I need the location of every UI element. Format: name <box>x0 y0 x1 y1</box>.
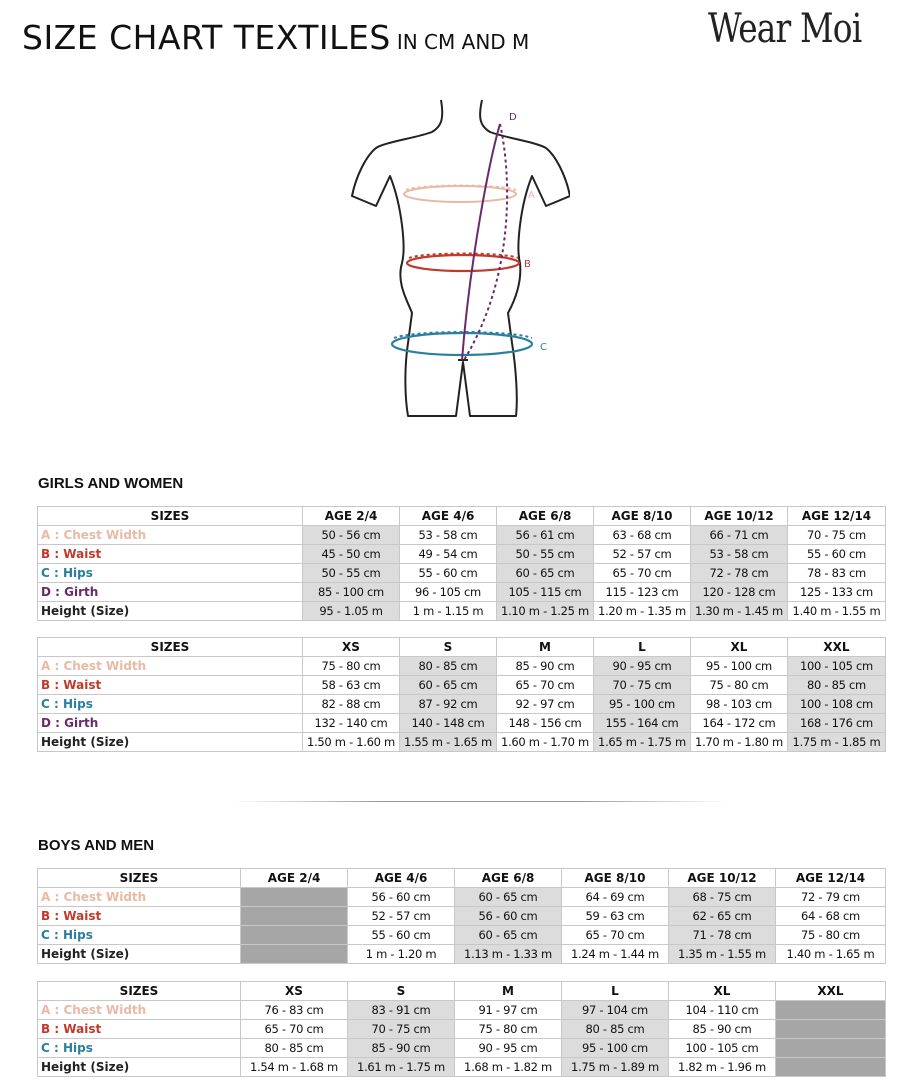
table-cell: 72 - 79 cm <box>776 888 886 907</box>
boys-size-table <box>37 981 886 1077</box>
table-row <box>38 1039 886 1058</box>
section-title-boys: BOYS AND MEN <box>38 837 155 854</box>
table-cell: 1.70 m - 1.80 m <box>691 733 788 752</box>
row-label-chest-width: A : Chest Width <box>38 657 303 676</box>
table-cell: 65 - 70 cm <box>594 564 691 583</box>
table-cell: 87 - 92 cm <box>400 695 497 714</box>
table-cell: 70 - 75 cm <box>594 676 691 695</box>
table-cell: 100 - 105 cm <box>669 1039 776 1058</box>
measure-a-line <box>404 186 516 202</box>
table-cell: 75 - 80 cm <box>776 926 886 945</box>
table-cell: 1.40 m - 1.65 m <box>776 945 886 964</box>
table-cell: 78 - 83 cm <box>788 564 886 583</box>
table-cell: 70 - 75 cm <box>348 1020 455 1039</box>
table-cell: 155 - 164 cm <box>594 714 691 733</box>
row-label-chest-width: A : Chest Width <box>38 526 303 545</box>
table-cell: 80 - 85 cm <box>788 676 886 695</box>
label-a: A <box>528 190 535 201</box>
row-label-waist: B : Waist <box>38 907 241 926</box>
header-cell: XL <box>669 982 776 1001</box>
row-label-waist: B : Waist <box>38 545 303 564</box>
table-cell: 53 - 58 cm <box>691 545 788 564</box>
measure-d-line <box>462 124 500 360</box>
table-row <box>38 888 886 907</box>
unavailable-cell <box>241 907 348 926</box>
table-cell: 1 m - 1.20 m <box>348 945 455 964</box>
row-label-height: Height (Size) <box>38 945 241 964</box>
table-header-row <box>38 507 886 526</box>
label-c: C <box>540 342 547 353</box>
header-cell: AGE 8/10 <box>594 507 691 526</box>
header-cell: L <box>594 638 691 657</box>
table-cell: 80 - 85 cm <box>400 657 497 676</box>
header-cell: AGE 12/14 <box>788 507 886 526</box>
table-cell: 105 - 115 cm <box>497 583 594 602</box>
table-cell: 95 - 100 cm <box>562 1039 669 1058</box>
table-cell: 1.50 m - 1.60 m <box>303 733 400 752</box>
unavailable-cell <box>776 1020 886 1039</box>
unavailable-cell <box>241 888 348 907</box>
unavailable-cell <box>776 1058 886 1077</box>
table-cell: 75 - 80 cm <box>455 1020 562 1039</box>
row-label-height: Height (Size) <box>38 733 303 752</box>
table-cell: 50 - 56 cm <box>303 526 400 545</box>
row-label-hips: C : Hips <box>38 1039 241 1058</box>
table-cell: 49 - 54 cm <box>400 545 497 564</box>
table-row <box>38 907 886 926</box>
table-cell: 70 - 75 cm <box>788 526 886 545</box>
measure-d-back <box>464 124 507 360</box>
boys-age-table <box>37 868 886 964</box>
table-cell: 98 - 103 cm <box>691 695 788 714</box>
table-cell: 140 - 148 cm <box>400 714 497 733</box>
table-cell: 64 - 69 cm <box>562 888 669 907</box>
table-cell: 1.54 m - 1.68 m <box>241 1058 348 1077</box>
table-cell: 1.61 m - 1.75 m <box>348 1058 455 1077</box>
row-label-hips: C : Hips <box>38 695 303 714</box>
table-cell: 1.65 m - 1.75 m <box>594 733 691 752</box>
table-row <box>38 676 886 695</box>
header-cell: AGE 4/6 <box>348 869 455 888</box>
unavailable-cell <box>776 1001 886 1020</box>
table-cell: 80 - 85 cm <box>241 1039 348 1058</box>
table-row <box>38 733 886 752</box>
table-cell: 71 - 78 cm <box>669 926 776 945</box>
row-label-waist: B : Waist <box>38 1020 241 1039</box>
label-d: D <box>509 112 517 123</box>
header-cell: XXL <box>788 638 886 657</box>
row-label-height: Height (Size) <box>38 602 303 621</box>
table-cell: 75 - 80 cm <box>303 657 400 676</box>
table-cell: 68 - 75 cm <box>669 888 776 907</box>
row-label-chest-width: A : Chest Width <box>38 888 241 907</box>
table-cell: 65 - 70 cm <box>562 926 669 945</box>
table-cell: 75 - 80 cm <box>691 676 788 695</box>
table-row <box>38 602 886 621</box>
row-label-height: Height (Size) <box>38 1058 241 1077</box>
title-unit: IN CM AND M <box>396 30 530 54</box>
table-row <box>38 1058 886 1077</box>
header-cell: AGE 6/8 <box>455 869 562 888</box>
table-row <box>38 526 886 545</box>
table-cell: 1.35 m - 1.55 m <box>669 945 776 964</box>
table-cell: 83 - 91 cm <box>348 1001 455 1020</box>
row-label-waist: B : Waist <box>38 676 303 695</box>
table-row <box>38 926 886 945</box>
girls-age-table <box>37 506 886 621</box>
table-row <box>38 1020 886 1039</box>
table-cell: 92 - 97 cm <box>497 695 594 714</box>
table-row <box>38 945 886 964</box>
header-cell: AGE 2/4 <box>241 869 348 888</box>
table-cell: 95 - 100 cm <box>594 695 691 714</box>
table-cell: 1.40 m - 1.55 m <box>788 602 886 621</box>
table-cell: 132 - 140 cm <box>303 714 400 733</box>
table-cell: 100 - 108 cm <box>788 695 886 714</box>
table-cell: 1.82 m - 1.96 m <box>669 1058 776 1077</box>
brand-logo: Wear Moi <box>708 6 862 52</box>
header-cell: XXL <box>776 982 886 1001</box>
table-row <box>38 545 886 564</box>
section-title-girls: GIRLS AND WOMEN <box>38 475 184 492</box>
table-cell: 72 - 78 cm <box>691 564 788 583</box>
table-cell: 85 - 90 cm <box>348 1039 455 1058</box>
table-row <box>38 1001 886 1020</box>
header-cell: AGE 10/12 <box>691 507 788 526</box>
table-cell: 56 - 61 cm <box>497 526 594 545</box>
table-header-row <box>38 869 886 888</box>
table-cell: 1.75 m - 1.85 m <box>788 733 886 752</box>
table-cell: 168 - 176 cm <box>788 714 886 733</box>
row-label-girth: D : Girth <box>38 714 303 733</box>
table-cell: 91 - 97 cm <box>455 1001 562 1020</box>
table-cell: 50 - 55 cm <box>303 564 400 583</box>
table-cell: 164 - 172 cm <box>691 714 788 733</box>
table-cell: 64 - 68 cm <box>776 907 886 926</box>
header-cell: AGE 2/4 <box>303 507 400 526</box>
unavailable-cell <box>241 926 348 945</box>
table-cell: 97 - 104 cm <box>562 1001 669 1020</box>
table-cell: 1.68 m - 1.82 m <box>455 1058 562 1077</box>
table-cell: 96 - 105 cm <box>400 583 497 602</box>
body-measurement-figure <box>340 98 570 420</box>
table-cell: 52 - 57 cm <box>594 545 691 564</box>
torso-outline <box>352 100 570 416</box>
table-cell: 58 - 63 cm <box>303 676 400 695</box>
table-cell: 56 - 60 cm <box>455 907 562 926</box>
table-cell: 66 - 71 cm <box>691 526 788 545</box>
table-cell: 1.20 m - 1.35 m <box>594 602 691 621</box>
table-cell: 115 - 123 cm <box>594 583 691 602</box>
table-cell: 80 - 85 cm <box>562 1020 669 1039</box>
table-header-row <box>38 638 886 657</box>
table-cell: 53 - 58 cm <box>400 526 497 545</box>
header-cell: M <box>497 638 594 657</box>
table-row <box>38 714 886 733</box>
table-cell: 56 - 60 cm <box>348 888 455 907</box>
header-cell: M <box>455 982 562 1001</box>
table-cell: 85 - 100 cm <box>303 583 400 602</box>
table-cell: 90 - 95 cm <box>594 657 691 676</box>
table-cell: 63 - 68 cm <box>594 526 691 545</box>
table-cell: 59 - 63 cm <box>562 907 669 926</box>
table-cell: 55 - 60 cm <box>400 564 497 583</box>
table-row <box>38 695 886 714</box>
table-cell: 1 m - 1.15 m <box>400 602 497 621</box>
row-label-hips: C : Hips <box>38 564 303 583</box>
section-divider <box>230 801 730 802</box>
table-cell: 95 - 100 cm <box>691 657 788 676</box>
table-cell: 1.10 m - 1.25 m <box>497 602 594 621</box>
label-b: B <box>524 259 531 270</box>
table-cell: 60 - 65 cm <box>497 564 594 583</box>
header-cell: AGE 4/6 <box>400 507 497 526</box>
table-cell: 60 - 65 cm <box>455 888 562 907</box>
unavailable-cell <box>776 1039 886 1058</box>
header-cell: XS <box>303 638 400 657</box>
table-cell: 65 - 70 cm <box>241 1020 348 1039</box>
header-cell: SIZES <box>38 507 303 526</box>
table-cell: 55 - 60 cm <box>788 545 886 564</box>
table-row <box>38 583 886 602</box>
header-cell: XL <box>691 638 788 657</box>
table-cell: 52 - 57 cm <box>348 907 455 926</box>
row-label-girth: D : Girth <box>38 583 303 602</box>
table-cell: 76 - 83 cm <box>241 1001 348 1020</box>
table-cell: 100 - 105 cm <box>788 657 886 676</box>
table-header-row <box>38 982 886 1001</box>
table-cell: 85 - 90 cm <box>669 1020 776 1039</box>
table-cell: 45 - 50 cm <box>303 545 400 564</box>
table-cell: 1.60 m - 1.70 m <box>497 733 594 752</box>
table-cell: 90 - 95 cm <box>455 1039 562 1058</box>
header-cell: S <box>348 982 455 1001</box>
row-label-hips: C : Hips <box>38 926 241 945</box>
table-cell: 148 - 156 cm <box>497 714 594 733</box>
table-cell: 1.30 m - 1.45 m <box>691 602 788 621</box>
table-cell: 1.24 m - 1.44 m <box>562 945 669 964</box>
header-cell: SIZES <box>38 869 241 888</box>
table-cell: 60 - 65 cm <box>455 926 562 945</box>
title-main: SIZE CHART TEXTILES <box>22 18 391 57</box>
unavailable-cell <box>241 945 348 964</box>
header-cell: SIZES <box>38 982 241 1001</box>
table-cell: 1.75 m - 1.89 m <box>562 1058 669 1077</box>
header-cell: SIZES <box>38 638 303 657</box>
table-row <box>38 564 886 583</box>
header-cell: AGE 6/8 <box>497 507 594 526</box>
table-cell: 82 - 88 cm <box>303 695 400 714</box>
table-cell: 50 - 55 cm <box>497 545 594 564</box>
table-cell: 55 - 60 cm <box>348 926 455 945</box>
table-cell: 60 - 65 cm <box>400 676 497 695</box>
header-cell: AGE 8/10 <box>562 869 669 888</box>
table-cell: 125 - 133 cm <box>788 583 886 602</box>
table-cell: 85 - 90 cm <box>497 657 594 676</box>
header-cell: AGE 10/12 <box>669 869 776 888</box>
table-row <box>38 657 886 676</box>
table-cell: 120 - 128 cm <box>691 583 788 602</box>
row-label-chest-width: A : Chest Width <box>38 1001 241 1020</box>
table-cell: 62 - 65 cm <box>669 907 776 926</box>
header-cell: XS <box>241 982 348 1001</box>
page-title <box>22 18 529 57</box>
header-cell: L <box>562 982 669 1001</box>
table-cell: 1.55 m - 1.65 m <box>400 733 497 752</box>
table-cell: 1.13 m - 1.33 m <box>455 945 562 964</box>
table-cell: 104 - 110 cm <box>669 1001 776 1020</box>
table-cell: 65 - 70 cm <box>497 676 594 695</box>
girls-size-table <box>37 637 886 752</box>
table-cell: 95 - 1.05 m <box>303 602 400 621</box>
header-cell: AGE 12/14 <box>776 869 886 888</box>
header-cell: S <box>400 638 497 657</box>
